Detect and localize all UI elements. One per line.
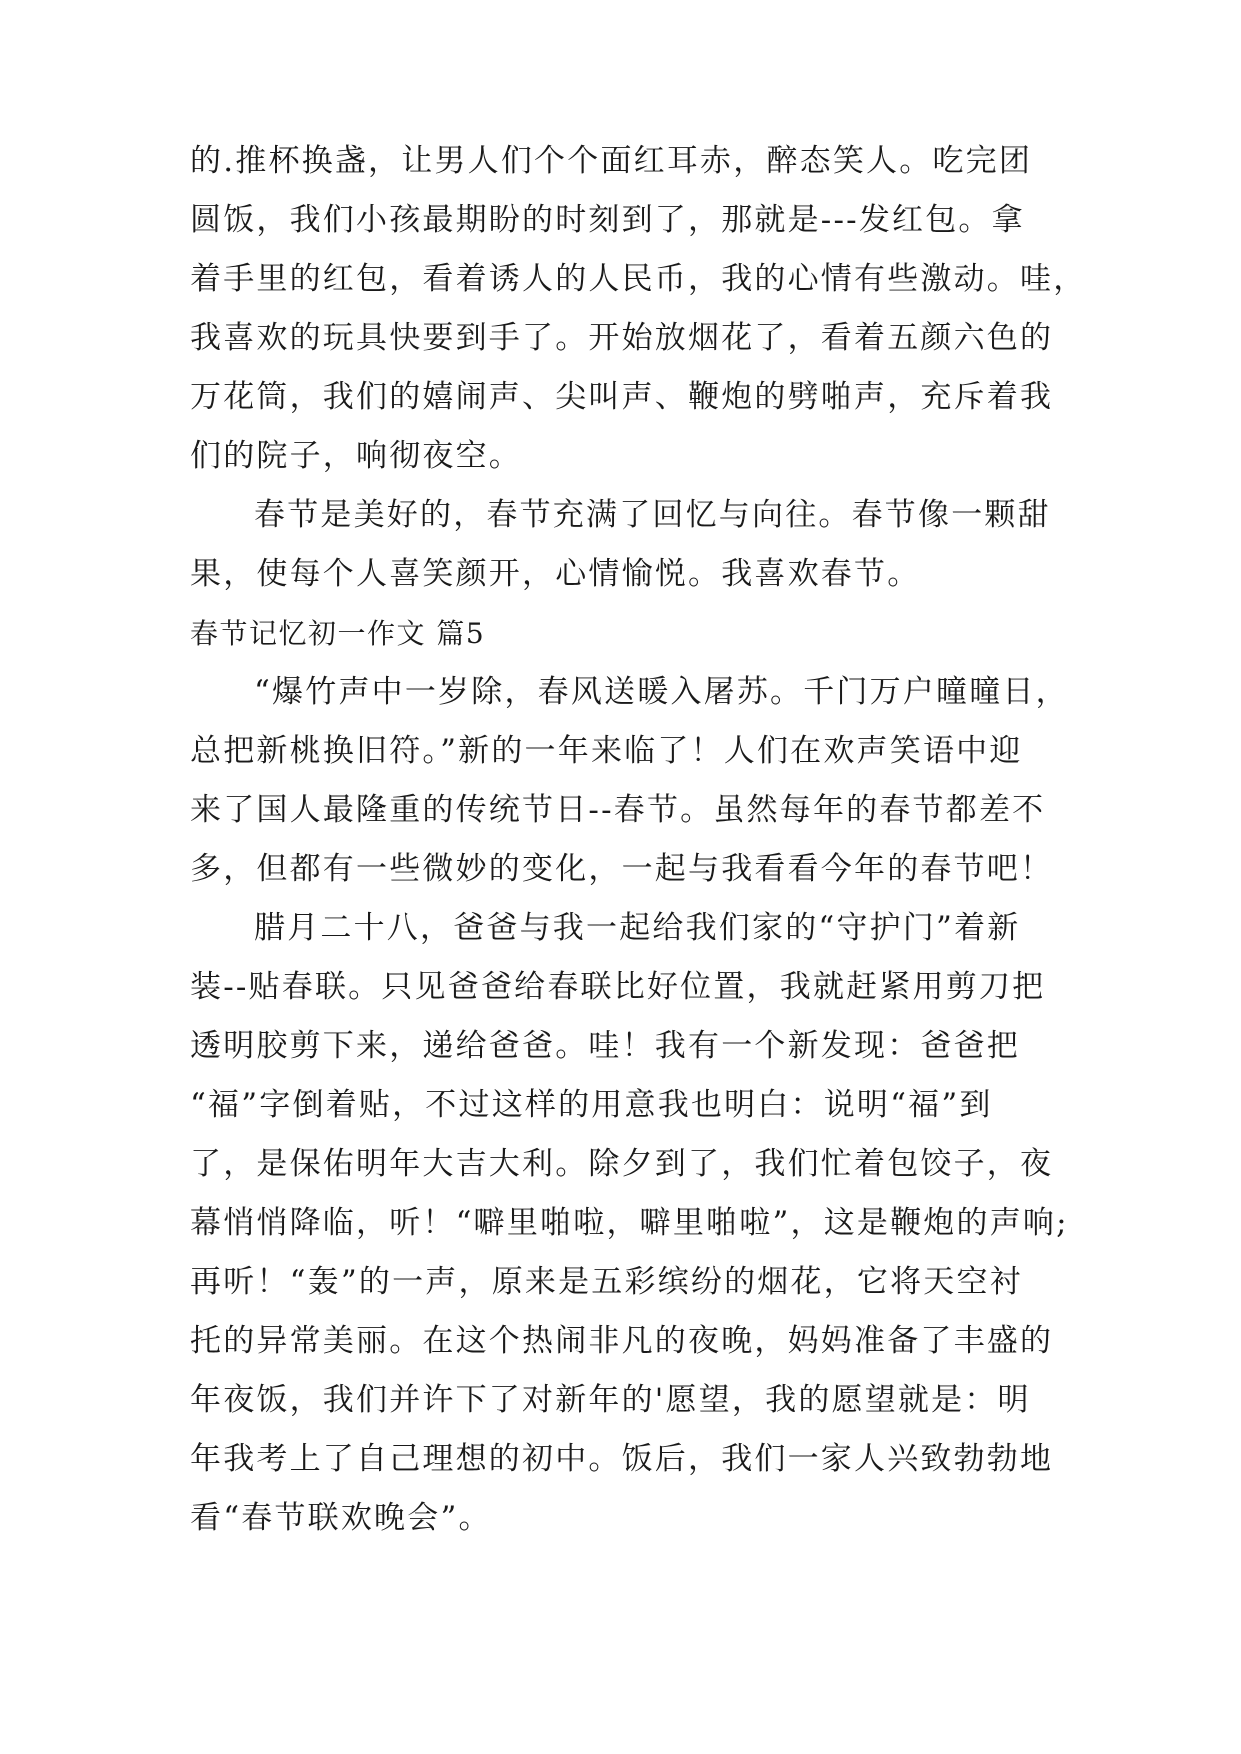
paragraph-line: 的.推杯换盏，让男人们个个面红耳赤，醉态笑人。吃完团 <box>190 143 1033 179</box>
paragraph-line: 总把新桃换旧符。”新的一年来临了！人们在欢声笑语中迎 <box>190 733 1023 769</box>
paragraph-line: 年夜饭，我们并许下了对新年的'愿望，我的愿望就是：明 <box>190 1382 1031 1418</box>
paragraph-line: “爆竹声中一岁除，春风送暖入屠苏。千门万户曈曈日， <box>254 674 1069 710</box>
paragraph-line: 托的异常美丽。在这个热闹非凡的夜晚，妈妈准备了丰盛的 <box>190 1323 1054 1359</box>
paragraph-line: 腊月二十八，爸爸与我一起给我们家的“守护门”着新 <box>254 910 1021 946</box>
paragraph-line: 着手里的红包，看着诱人的人民币，我的心情有些激动。哇， <box>190 261 1087 297</box>
paragraph-line: 看“春节联欢晚会”。 <box>190 1500 492 1536</box>
paragraph-line: 果，使每个人喜笑颜开，心情愉悦。我喜欢春节。 <box>190 556 921 592</box>
paragraph-line: 春节是美好的，春节充满了回忆与向往。春节像一颗甜 <box>254 497 1051 533</box>
paragraph-line: 圆饭，我们小孩最期盼的时刻到了，那就是---发红包。拿 <box>190 202 1025 238</box>
paragraph-line: 年我考上了自己理想的初中。饭后，我们一家人兴致勃勃地 <box>190 1441 1054 1477</box>
paragraph-line: 装--贴春联。只见爸爸给春联比好位置，我就赶紧用剪刀把 <box>190 969 1046 1005</box>
section-heading: 春节记忆初一作文 篇5 <box>190 617 486 650</box>
paragraph-line: 我喜欢的玩具快要到手了。开始放烟花了，看着五颜六色的 <box>190 320 1054 356</box>
paragraph-line: 万花筒，我们的嬉闹声、尖叫声、鞭炮的劈啪声，充斥着我 <box>190 379 1054 415</box>
paragraph-line: 们的院子，响彻夜空。 <box>190 438 522 474</box>
paragraph-line: 幕悄悄降临，听！“噼里啪啦，噼里啪啦”，这是鞭炮的声响; <box>190 1205 1069 1241</box>
paragraph-line: 再听！“轰”的一声，原来是五彩缤纷的烟花，它将天空衬 <box>190 1264 1023 1300</box>
paragraph-line: 透明胶剪下来，递给爸爸。哇！我有一个新发现：爸爸把 <box>190 1028 1020 1064</box>
paragraph-line: 多，但都有一些微妙的变化，一起与我看看今年的春节吧！ <box>190 851 1054 887</box>
paragraph-line: 来了国人最隆重的传统节日--春节。虽然每年的春节都差不 <box>190 792 1046 828</box>
paragraph-line: 了，是保佑明年大吉大利。除夕到了，我们忙着包饺子，夜 <box>190 1146 1054 1182</box>
document-body <box>190 132 1087 1548</box>
paragraph-line: “福”字倒着贴，不过这样的用意我也明白：说明“福”到 <box>190 1087 993 1123</box>
